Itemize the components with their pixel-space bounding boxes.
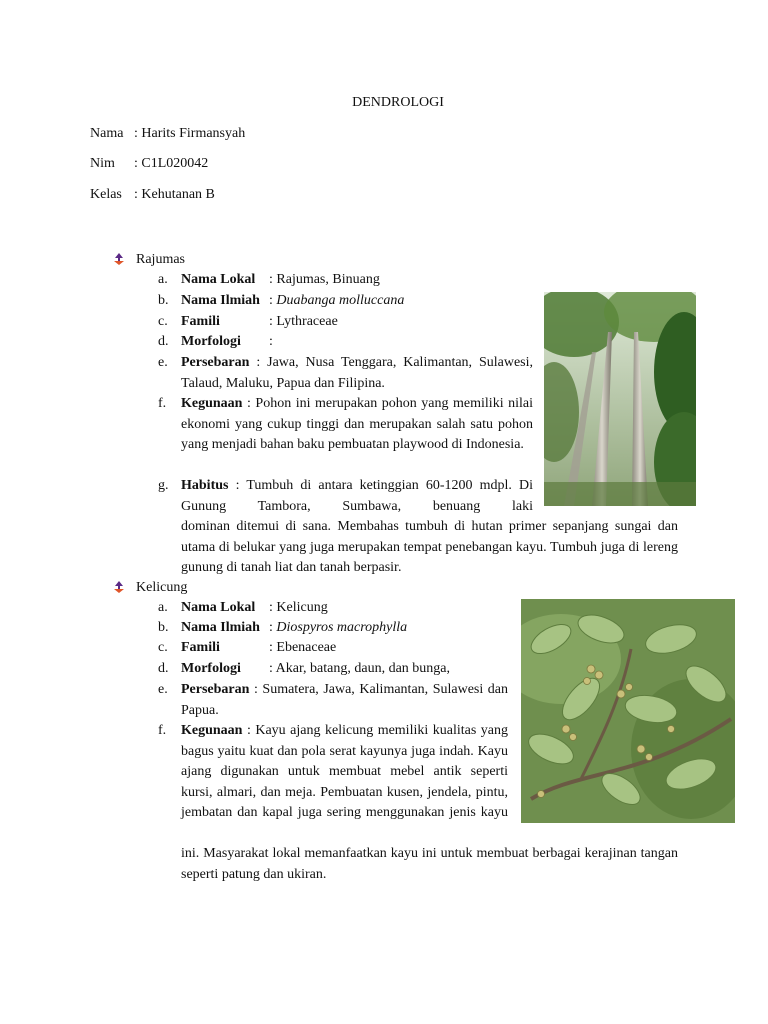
- item-value: : Kayu ajang kelicung memiliki kualitas yang bagus yaitu kuat dan pola serat kayunya juga indah. Kayu ajang digunakan untuk membuat mebel antik seperti kursi, almari, dan meja. Pembuatan kusen, jendela, pintu, jembatan dan kapal juga sering menggunakan jenis kayu: [181, 723, 508, 820]
- item-letter: e.: [158, 355, 168, 370]
- item-value: : Kelicung: [269, 600, 328, 615]
- rajumas-tree-photo: [544, 292, 696, 506]
- kelicung-kegunaan: [158, 721, 508, 824]
- plant-heading-kelicung: [114, 578, 187, 599]
- kelicung-nama-lokal: [158, 598, 533, 619]
- meta-value: : Harits Firmansyah: [134, 126, 246, 141]
- kelicung-kegunaan-cont: [158, 844, 678, 885]
- item-letter: b.: [158, 620, 169, 635]
- item-letter: d.: [158, 334, 169, 349]
- rajumas-nama-lokal: [158, 270, 533, 291]
- document-title: DENDROLOGI: [352, 95, 444, 110]
- item-key: Persebaran: [181, 355, 250, 370]
- item-value: Diospyros macrophylla: [276, 620, 408, 635]
- item-value-continued: dominan ditemui di sana. Membahas tumbuh di hutan primer sepanjang sungai dan utama di belukar yang juga merupakan tempat penebangan kayu. Tumbuh juga di lereng gunung di tanah liat dan tanah berpasir.: [181, 519, 678, 575]
- plant-name: Rajumas: [136, 252, 185, 267]
- kelicung-persebaran: [158, 680, 508, 721]
- item-value: : Pohon ini merupakan pohon yang memiliki nilai ekonomi yang cukup tinggi dan merupakan salah satu pohon yang menjadi bahan baku pembuatan playwood di Indonesia.: [181, 396, 534, 452]
- meta-name-row: [90, 124, 245, 145]
- meta-label: Nama: [90, 126, 124, 141]
- item-letter: a.: [158, 272, 168, 287]
- item-value: : Akar, batang, daun, dan bunga,: [269, 661, 451, 676]
- item-key: Famili: [181, 640, 220, 655]
- kelicung-morfologi: [158, 659, 533, 680]
- rajumas-persebaran: [158, 353, 533, 394]
- item-value: : Lythraceae: [269, 314, 338, 329]
- plant-heading-rajumas: [114, 250, 185, 271]
- rajumas-morfologi: [158, 332, 533, 353]
- rajumas-famili: [158, 312, 533, 333]
- item-value: : Tumbuh di antara ketinggian 60-1200 mdpl. Di Gunung Tambora, Sumbawa, benuang laki: [181, 478, 533, 514]
- meta-value: : Kehutanan B: [134, 187, 215, 202]
- item-separator: :: [269, 293, 277, 308]
- item-letter: f.: [158, 723, 167, 738]
- item-key: Nama Ilmiah: [181, 620, 260, 635]
- plant-name: Kelicung: [136, 580, 188, 595]
- item-value: :: [269, 334, 273, 349]
- item-key: Kegunaan: [181, 396, 243, 411]
- item-letter: e.: [158, 682, 168, 697]
- meta-label: Nim: [90, 156, 115, 171]
- meta-value: : C1L020042: [134, 156, 209, 171]
- item-key: Habitus: [181, 478, 229, 493]
- meta-nim-row: [90, 154, 208, 175]
- item-value: : Ebenaceae: [269, 640, 337, 655]
- item-letter: a.: [158, 600, 168, 615]
- item-letter: c.: [158, 640, 168, 655]
- item-key: Morfologi: [181, 334, 241, 349]
- arrow-bullet-icon: [114, 581, 124, 591]
- meta-label: Kelas: [90, 187, 122, 202]
- item-key: Nama Ilmiah: [181, 293, 260, 308]
- item-letter: g.: [158, 478, 169, 493]
- item-key: Nama Lokal: [181, 272, 256, 287]
- item-letter: d.: [158, 661, 169, 676]
- kelicung-nama-ilmiah: [158, 618, 533, 639]
- item-value: : Rajumas, Binuang: [269, 272, 380, 287]
- item-value: : Jawa, Nusa Tenggara, Kalimantan, Sulawesi, Talaud, Maluku, Papua dan Filipina.: [181, 355, 533, 391]
- item-letter: b.: [158, 293, 169, 308]
- item-key: Persebaran: [181, 682, 250, 697]
- item-separator: :: [269, 620, 277, 635]
- rajumas-kegunaan: [158, 394, 533, 456]
- item-value: Duabanga molluccana: [276, 293, 405, 308]
- arrow-bullet-icon: [114, 253, 124, 263]
- meta-kelas-row: [90, 185, 215, 206]
- item-key: Famili: [181, 314, 220, 329]
- kelicung-famili: [158, 638, 533, 659]
- item-letter: c.: [158, 314, 168, 329]
- item-key: Kegunaan: [181, 723, 243, 738]
- kelicung-leaf-photo: [521, 599, 735, 823]
- item-value: : Sumatera, Jawa, Kalimantan, Sulawesi dan Papua.: [181, 682, 509, 718]
- item-value-continued: ini. Masyarakat lokal memanfaatkan kayu ini untuk membuat berbagai kerajinan tangan seperti patung dan ukiran.: [181, 846, 678, 882]
- rajumas-nama-ilmiah: [158, 291, 533, 312]
- rajumas-habitus: [158, 476, 533, 517]
- item-key: Morfologi: [181, 661, 241, 676]
- rajumas-habitus-cont: [158, 517, 678, 579]
- item-key: Nama Lokal: [181, 600, 256, 615]
- item-letter: f.: [158, 396, 167, 411]
